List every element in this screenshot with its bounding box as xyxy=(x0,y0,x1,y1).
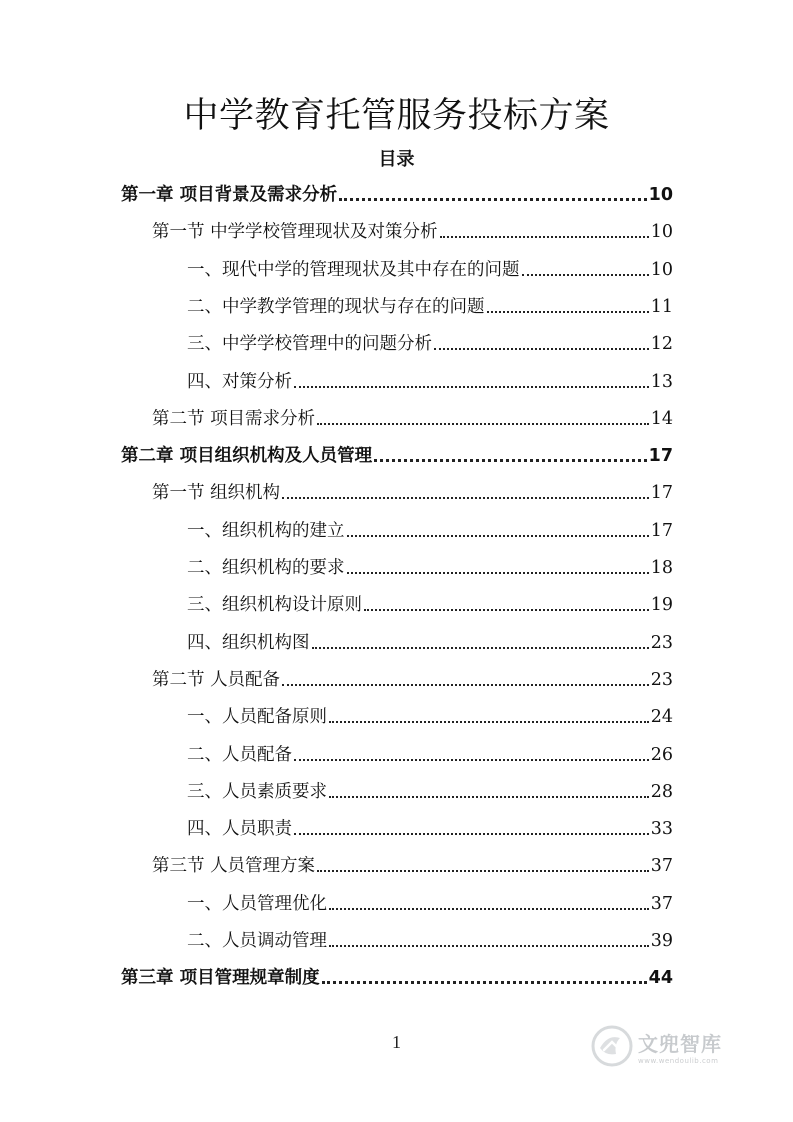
toc-leader-dots xyxy=(322,981,647,984)
toc-entry-label: 二、人员配备 xyxy=(187,744,292,765)
toc-entry[interactable] xyxy=(152,847,673,877)
toc-leader-dots xyxy=(329,721,649,723)
toc-leader-dots xyxy=(522,274,649,276)
toc-entry-label: 四、组织机构图 xyxy=(187,632,310,653)
toc-entry-page: 10 xyxy=(648,185,673,205)
toc-entry-page: 37 xyxy=(650,856,673,877)
toc-entry-label: 第二节 项目需求分析 xyxy=(152,408,316,429)
toc-leader-dots xyxy=(487,311,649,313)
toc-entry-page: 37 xyxy=(650,893,673,914)
toc-entry-page: 24 xyxy=(650,707,673,728)
toc-entry-label: 第一节 组织机构 xyxy=(152,483,281,504)
toc-entry[interactable] xyxy=(152,474,673,504)
toc-entry-label: 第一章 项目背景及需求分析 xyxy=(121,185,338,205)
toc-entry[interactable] xyxy=(187,624,673,654)
toc-entry-label: 一、现代中学的管理现状及其中存在的问题 xyxy=(187,259,520,280)
toc-leader-dots xyxy=(329,908,649,910)
toc-entry[interactable] xyxy=(187,512,673,542)
toc-entry[interactable] xyxy=(187,586,673,616)
toc-leader-dots xyxy=(339,198,647,201)
toc-leader-dots xyxy=(329,945,649,947)
toc-entry-page: 11 xyxy=(650,296,673,317)
toc-leader-dots xyxy=(347,572,649,574)
toc-entry-label: 第二章 项目组织机构及人员管理 xyxy=(121,446,373,467)
toc-entry[interactable] xyxy=(152,400,673,430)
toc-leader-dots xyxy=(329,796,649,798)
toc-entry-page: 23 xyxy=(650,669,673,690)
toc-entry-page: 10 xyxy=(650,259,673,280)
toc-entry-page: 17 xyxy=(650,520,673,541)
toc-leader-dots xyxy=(294,386,649,388)
toc-entry-page: 13 xyxy=(650,371,673,392)
toc-entry-page: 14 xyxy=(650,408,673,429)
toc-entry-page: 18 xyxy=(650,558,673,578)
toc-leader-dots xyxy=(434,348,649,350)
toc-entry[interactable] xyxy=(152,213,673,243)
toc-heading: 目录 xyxy=(378,149,415,170)
toc-entry-page: 26 xyxy=(650,744,673,765)
toc-entry-page: 17 xyxy=(650,483,673,504)
toc-entry[interactable] xyxy=(121,959,673,989)
toc-leader-dots xyxy=(317,423,649,425)
toc-entry[interactable] xyxy=(187,922,673,952)
toc-entry-label: 第三章 项目管理规章制度 xyxy=(121,968,320,989)
toc-entry-page: 33 xyxy=(650,819,673,840)
watermark-url: www.wendoulib.com xyxy=(638,1056,719,1065)
toc-entry[interactable] xyxy=(187,736,673,766)
toc-entry-page: 44 xyxy=(648,968,673,989)
toc-entry-label: 三、人员素质要求 xyxy=(187,781,327,802)
toc-entry-label: 二、组织机构的要求 xyxy=(187,558,345,578)
toc-entry-label: 二、人员调动管理 xyxy=(187,931,327,951)
toc-entry[interactable] xyxy=(152,661,673,691)
toc-entry[interactable] xyxy=(187,251,673,281)
toc-leader-dots xyxy=(317,870,649,872)
toc-leader-dots xyxy=(440,236,649,238)
toc-leader-dots xyxy=(312,647,649,649)
toc-entry[interactable] xyxy=(187,698,673,728)
toc-entry[interactable] xyxy=(187,288,673,318)
toc-entry-label: 一、组织机构的建立 xyxy=(187,520,345,541)
watermark-text xyxy=(638,1028,722,1065)
toc-entry-label: 三、中学学校管理中的问题分析 xyxy=(187,334,432,355)
toc-leader-dots xyxy=(347,535,649,537)
toc-leader-dots xyxy=(364,609,649,611)
toc-leader-dots xyxy=(294,759,649,761)
toc-entry-label: 四、对策分析 xyxy=(187,371,292,392)
toc-entry-page: 23 xyxy=(650,632,673,653)
toc-entry-page: 17 xyxy=(648,446,673,467)
toc-entry-label: 第二节 人员配备 xyxy=(152,669,281,690)
toc-entry-page: 28 xyxy=(650,781,673,802)
toc-entry-label: 一、人员配备原则 xyxy=(187,707,327,728)
toc-entry-label: 二、中学教学管理的现状与存在的问题 xyxy=(187,296,485,317)
page-number: 1 xyxy=(392,1032,401,1052)
document-title: 中学教育托管服务投标方案 xyxy=(183,96,610,136)
toc-entry[interactable] xyxy=(187,325,673,355)
toc-leader-dots xyxy=(294,833,649,835)
toc-entry[interactable] xyxy=(121,437,673,467)
toc-entry-label: 四、人员职责 xyxy=(187,819,292,840)
toc-entry[interactable] xyxy=(187,773,673,803)
toc-entry[interactable] xyxy=(187,885,673,915)
toc-entry-label: 第一节 中学学校管理现状及对策分析 xyxy=(152,222,438,243)
toc-entry-label: 一、人员管理优化 xyxy=(187,893,327,914)
toc-entry-page: 10 xyxy=(650,222,673,243)
toc-entry[interactable] xyxy=(187,810,673,840)
toc-leader-dots xyxy=(282,684,649,686)
toc-entry-page: 12 xyxy=(650,334,673,355)
watermark-name: 文兜智库 xyxy=(638,1031,722,1056)
toc-entry[interactable] xyxy=(121,176,673,206)
toc-entry-label: 第三节 人员管理方案 xyxy=(152,856,316,877)
toc-entry[interactable] xyxy=(187,363,673,393)
toc-entry-label: 三、组织机构设计原则 xyxy=(187,595,362,616)
wendou-logo-icon xyxy=(590,1024,634,1068)
toc-entry-page: 39 xyxy=(650,931,673,951)
toc-entry[interactable] xyxy=(187,549,673,579)
toc-leader-dots xyxy=(282,497,649,499)
toc-leader-dots xyxy=(374,459,647,462)
watermark xyxy=(590,1022,760,1070)
toc-entry-page: 19 xyxy=(650,595,673,616)
